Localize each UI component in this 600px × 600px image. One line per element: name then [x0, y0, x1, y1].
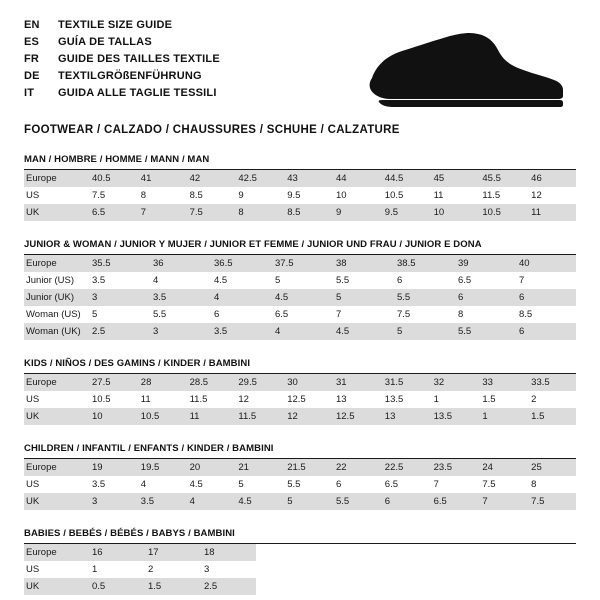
size-cell: 37.5	[271, 255, 332, 272]
language-code: FR	[24, 53, 40, 65]
size-cell: 9.5	[283, 187, 332, 204]
table-filler	[256, 578, 576, 595]
table-row	[24, 374, 576, 391]
size-cell: 9	[332, 204, 381, 221]
size-cell: 31	[332, 374, 381, 391]
language-code: DE	[24, 70, 40, 82]
size-cell: 13.5	[430, 408, 479, 425]
size-cell: 3.5	[149, 289, 210, 306]
size-cell: 11	[527, 204, 576, 221]
size-cell: 44	[332, 170, 381, 187]
size-cell: 1	[88, 561, 144, 578]
header	[24, 16, 576, 110]
size-cell: 10	[88, 408, 137, 425]
table-row	[24, 408, 576, 425]
size-cell: 10.5	[137, 408, 186, 425]
size-cell: 6.5	[430, 493, 479, 510]
size-cell: 4	[149, 272, 210, 289]
size-cell: 3.5	[88, 476, 137, 493]
size-cell: 31.5	[381, 374, 430, 391]
size-table	[24, 374, 576, 425]
size-table	[24, 170, 576, 221]
table-row	[24, 255, 576, 272]
size-cell: 42	[186, 170, 235, 187]
language-code: IT	[24, 87, 35, 99]
size-cell: 38	[332, 255, 393, 272]
size-cell: 5.5	[149, 306, 210, 323]
size-cell: 2	[144, 561, 200, 578]
size-cell: 8	[527, 476, 576, 493]
row-label: US	[24, 187, 88, 204]
row-label: Woman (US)	[24, 306, 88, 323]
size-cell: 11	[186, 408, 235, 425]
size-cell: 6	[381, 493, 430, 510]
size-cell: 11	[137, 391, 186, 408]
size-cell: 43	[283, 170, 332, 187]
size-cell: 7.5	[478, 476, 527, 493]
size-group-title: KIDS / NIÑOS / DES GAMINS / KINDER / BAMBINI	[24, 358, 576, 374]
size-cell: 22.5	[381, 459, 430, 476]
size-cell: 5	[393, 323, 454, 340]
language-title: GUÍA DE TALLAS	[58, 36, 152, 48]
language-row	[24, 52, 220, 67]
row-label: US	[24, 391, 88, 408]
size-cell: 12.5	[283, 391, 332, 408]
size-cell: 1.5	[144, 578, 200, 595]
size-cell: 11	[430, 187, 479, 204]
size-cell: 5	[271, 272, 332, 289]
size-cell: 33	[478, 374, 527, 391]
row-label: Woman (UK)	[24, 323, 88, 340]
size-cell: 8.5	[283, 204, 332, 221]
size-cell: 40.5	[88, 170, 137, 187]
row-label: Junior (UK)	[24, 289, 88, 306]
size-cell: 7	[478, 493, 527, 510]
size-cell: 3.5	[88, 272, 149, 289]
row-label: Europe	[24, 170, 88, 187]
size-cell: 9	[234, 187, 283, 204]
table-row	[24, 459, 576, 476]
size-cell: 11.5	[234, 408, 283, 425]
size-cell: 23.5	[430, 459, 479, 476]
row-label: Europe	[24, 255, 88, 272]
size-cell: 27.5	[88, 374, 137, 391]
table-row	[24, 578, 576, 595]
size-cell: 16	[88, 544, 144, 561]
size-cell: 7	[332, 306, 393, 323]
size-cell: 12	[234, 391, 283, 408]
size-cell: 17	[144, 544, 200, 561]
language-title: GUIDA ALLE TAGLIE TESSILI	[58, 87, 217, 99]
size-cell: 30	[283, 374, 332, 391]
size-cell: 4.5	[332, 323, 393, 340]
size-cell: 6	[454, 289, 515, 306]
size-cell: 6	[210, 306, 271, 323]
size-cell: 1.5	[527, 408, 576, 425]
language-row	[24, 18, 220, 33]
size-cell: 29.5	[234, 374, 283, 391]
dress-shoe-icon	[366, 26, 566, 110]
size-cell: 8	[234, 204, 283, 221]
language-title: TEXTILE SIZE GUIDE	[58, 19, 173, 31]
size-cell: 25	[527, 459, 576, 476]
table-row	[24, 323, 576, 340]
size-cell: 36	[149, 255, 210, 272]
size-cell: 10	[332, 187, 381, 204]
table-row	[24, 561, 576, 578]
size-cell: 35.5	[88, 255, 149, 272]
size-table	[24, 459, 576, 510]
size-cell: 7.5	[527, 493, 576, 510]
size-cell: 24	[478, 459, 527, 476]
size-table	[24, 544, 576, 595]
row-label: UK	[24, 204, 88, 221]
size-cell: 39	[454, 255, 515, 272]
size-cell: 13	[332, 391, 381, 408]
size-cell: 6	[393, 272, 454, 289]
size-group	[24, 239, 576, 340]
size-cell: 13.5	[381, 391, 430, 408]
size-group	[24, 358, 576, 425]
size-cell: 13	[381, 408, 430, 425]
size-cell: 6	[515, 289, 576, 306]
size-cell: 3.5	[137, 493, 186, 510]
size-cell: 7.5	[88, 187, 137, 204]
row-label: US	[24, 561, 88, 578]
size-cell: 5	[332, 289, 393, 306]
size-cell: 6	[515, 323, 576, 340]
size-cell: 3.5	[210, 323, 271, 340]
size-table	[24, 255, 576, 340]
size-cell: 7	[430, 476, 479, 493]
size-cell: 4	[271, 323, 332, 340]
language-row	[24, 35, 220, 50]
table-filler	[256, 561, 576, 578]
size-cell: 11.5	[478, 187, 527, 204]
row-label: Europe	[24, 544, 88, 561]
table-row	[24, 476, 576, 493]
table-row	[24, 272, 576, 289]
size-cell: 9.5	[381, 204, 430, 221]
size-cell: 12	[283, 408, 332, 425]
size-cell: 40	[515, 255, 576, 272]
size-cell: 1	[430, 391, 479, 408]
language-title: GUIDE DES TAILLES TEXTILE	[58, 53, 220, 65]
size-cell: 5.5	[332, 493, 381, 510]
size-cell: 2	[527, 391, 576, 408]
size-group	[24, 154, 576, 221]
size-cell: 4	[137, 476, 186, 493]
size-cell: 5	[88, 306, 149, 323]
language-code: ES	[24, 36, 40, 48]
size-group	[24, 528, 576, 595]
size-cell: 42.5	[234, 170, 283, 187]
size-cell: 7.5	[186, 204, 235, 221]
table-row	[24, 187, 576, 204]
table-filler	[256, 544, 576, 561]
size-cell: 3	[88, 289, 149, 306]
table-row	[24, 391, 576, 408]
size-cell: 2.5	[200, 578, 256, 595]
size-cell: 3	[88, 493, 137, 510]
size-cell: 6.5	[271, 306, 332, 323]
size-cell: 10.5	[381, 187, 430, 204]
row-label: Europe	[24, 459, 88, 476]
size-cell: 12.5	[332, 408, 381, 425]
size-cell: 5.5	[454, 323, 515, 340]
size-group	[24, 443, 576, 510]
language-row	[24, 69, 220, 84]
size-cell: 5.5	[283, 476, 332, 493]
size-cell: 6	[332, 476, 381, 493]
size-tables	[24, 154, 576, 595]
size-cell: 5	[283, 493, 332, 510]
table-row	[24, 204, 576, 221]
size-cell: 0.5	[88, 578, 144, 595]
size-cell: 20	[186, 459, 235, 476]
size-cell: 4	[186, 493, 235, 510]
language-code: EN	[24, 19, 40, 31]
row-label: UK	[24, 408, 88, 425]
size-cell: 10.5	[88, 391, 137, 408]
table-row	[24, 493, 576, 510]
size-cell: 7.5	[393, 306, 454, 323]
size-cell: 8	[137, 187, 186, 204]
table-row	[24, 544, 576, 561]
table-row	[24, 289, 576, 306]
size-cell: 2.5	[88, 323, 149, 340]
size-cell: 45.5	[478, 170, 527, 187]
row-label: UK	[24, 578, 88, 595]
size-cell: 8	[454, 306, 515, 323]
size-cell: 33.5	[527, 374, 576, 391]
size-cell: 12	[527, 187, 576, 204]
size-cell: 6.5	[381, 476, 430, 493]
size-cell: 28.5	[186, 374, 235, 391]
size-cell: 38.5	[393, 255, 454, 272]
size-cell: 5	[234, 476, 283, 493]
size-cell: 5.5	[393, 289, 454, 306]
size-cell: 4.5	[210, 272, 271, 289]
size-cell: 4.5	[186, 476, 235, 493]
size-cell: 36.5	[210, 255, 271, 272]
size-cell: 1	[478, 408, 527, 425]
size-cell: 11.5	[186, 391, 235, 408]
size-cell: 6.5	[88, 204, 137, 221]
size-group-title: JUNIOR & WOMAN / JUNIOR Y MUJER / JUNIOR ET FEMME / JUNIOR UND FRAU / JUNIOR E DONA	[24, 239, 576, 255]
language-row	[24, 86, 220, 101]
size-cell: 5.5	[332, 272, 393, 289]
language-title: TEXTILGRÖßENFÜHRUNG	[58, 70, 202, 82]
size-cell: 8.5	[515, 306, 576, 323]
size-group-title: MAN / HOMBRE / HOMME / MANN / MAN	[24, 154, 576, 170]
size-cell: 6.5	[454, 272, 515, 289]
size-cell: 4	[210, 289, 271, 306]
size-cell: 4.5	[234, 493, 283, 510]
row-label: Europe	[24, 374, 88, 391]
category-title: FOOTWEAR / CALZADO / CHAUSSURES / SCHUHE / CALZATURE	[24, 124, 400, 136]
size-cell: 4.5	[271, 289, 332, 306]
table-row	[24, 306, 576, 323]
size-cell: 18	[200, 544, 256, 561]
size-cell: 45	[430, 170, 479, 187]
size-group-title: BABIES / BEBÉS / BÉBÉS / BABYS / BAMBINI	[24, 528, 576, 544]
size-cell: 3	[200, 561, 256, 578]
size-cell: 46	[527, 170, 576, 187]
row-label: Junior (US)	[24, 272, 88, 289]
size-cell: 21	[234, 459, 283, 476]
size-cell: 10	[430, 204, 479, 221]
size-cell: 8.5	[186, 187, 235, 204]
size-cell: 21.5	[283, 459, 332, 476]
size-cell: 28	[137, 374, 186, 391]
size-cell: 3	[149, 323, 210, 340]
size-cell: 10.5	[478, 204, 527, 221]
table-row	[24, 170, 576, 187]
row-label: UK	[24, 493, 88, 510]
size-cell: 22	[332, 459, 381, 476]
language-list	[24, 16, 220, 101]
size-cell: 19.5	[137, 459, 186, 476]
size-group-title: CHILDREN / INFANTIL / ENFANTS / KINDER / BAMBINI	[24, 443, 576, 459]
size-cell: 32	[430, 374, 479, 391]
row-label: US	[24, 476, 88, 493]
size-cell: 7	[515, 272, 576, 289]
size-cell: 19	[88, 459, 137, 476]
size-cell: 44.5	[381, 170, 430, 187]
size-cell: 1.5	[478, 391, 527, 408]
size-cell: 41	[137, 170, 186, 187]
size-cell: 7	[137, 204, 186, 221]
